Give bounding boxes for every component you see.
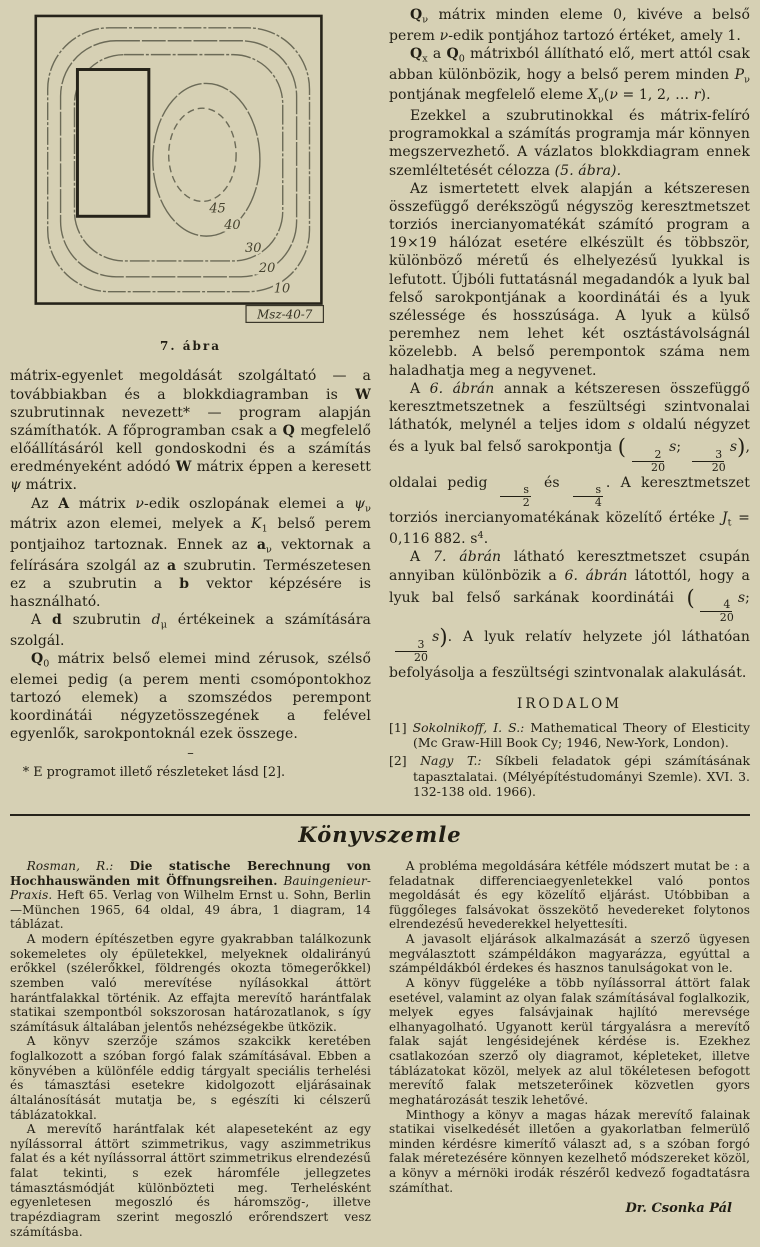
contour-plot — [10, 10, 371, 331]
paragraph: Rosman, R.: Die statische Berechnung von Hochhauswänden mit Öffnungsreihen. Bauingenieur-Praxis. Heft 65. Verlag von Wilhelm Ernst u. Sohn, Berlin—München 1965, 64 oldal, 49 ábra, 1 diagram, 14 táblázat. — [10, 858, 371, 932]
reference-list — [389, 720, 750, 800]
paragraph: $Q_x$ a $Q_0$ mátrixból állítható elő, mert attól csak abban különbözik, hogy a belső perem minden $P_\nu$ pontjának megfelelő eleme $X_\nu(\nu = 1$, 2, … r). — [389, 45, 750, 106]
article-right-text — [389, 6, 750, 682]
paragraph: A 7. ábrán látható keresztmetszet csupán annyiban különbözik a 6. ábrán látottól, hogy a lyuk bal felső sarkának koordinátái ( $\frac{4}{20}$ s; $\frac{3}{20}$ s). A lyuk relatív helyzete jól láthatóan befolyásolja a feszültségi szintvonalak alakulását. — [389, 549, 751, 681]
paragraph: $Q_\nu$ mátrix minden eleme 0, kivéve a belső perem ν-edik pontjához tartozó értéket, amely 1. — [389, 7, 750, 44]
figure-stamp — [246, 306, 323, 323]
figure-stamp-text: Msz-40-7 — [257, 307, 313, 322]
review-right-column — [389, 859, 750, 1239]
contour-label: 40 — [224, 218, 241, 234]
paragraph: [1] Sokolnikoff, I. S.: Mathematical Theory of Elesticity (Mc Graw-Hill Book Cy; 1946, New-York, London). — [389, 719, 750, 751]
article-left-column — [10, 6, 371, 802]
paragraph: Minthogy a könyv a magas házak merevítő falainak statikai viselkedését illetően a gyakorlatban felmerülő minden kérdésre kimerítő választ ad, s a szóban forgó falak méretezésére könnyen kezelhető módszereket közöl, a könyv a mérnöki irodák részéről kedvező fogadtatásra számíthat. — [389, 1107, 750, 1195]
paragraph: Ezekkel a szubrutinokkal és mátrix-felíró programokkal a számítás programja már könnyen megszervezhető. A vázlatos blokkdiagram ennek szemléltetését célozza (5. ábra). — [389, 107, 750, 179]
paragraph: Az A mátrix ν-edik oszlopának elemei a $\psi_\nu$ mátrix azon elemei, melyek a $K_1$ belső perem pontjaihoz tartoznak. Ennek az $a_\nu$ vektornak a felírására szolgál az a szubrutin. Természetesen ez a szubrutin a b vektor képzésére is használható. — [10, 495, 371, 611]
paragraph: A modern építészetben egyre gyakrabban találkozunk sokemeletes oly épületekkel, melyeknek oldalirányú erőkkel (szélerőkkel, földrengés okozta tömegerőkkel) szemben való merevítése nyílásokkal áttört harántfalakkal történik. Az effajta merevítő harántfalak statikai szempontból sokszorosan határozatlanok, s így számításuk általában jelentős nehézségekbe ütközik. — [10, 932, 371, 1034]
contour-label: 45 — [209, 201, 226, 217]
article-right-column — [389, 6, 750, 802]
review-section-title: Könyvszemle — [298, 821, 462, 847]
paragraph: $Q_0$ mátrix belső elemei mind zérusok, szélső elemei pedig (a perem menti csomópontokhoz tartozó elemek) a szomszédos perempont koordinátái négyzetösszegének a felével egyenlők, sarokpontoknál ezek összege. — [10, 651, 371, 743]
bibliography-title: IRODALOM — [517, 695, 622, 712]
cross-section-hole — [77, 70, 148, 217]
paragraph: A javasolt eljárások alkalmazását a szerző ügyesen megválasztott számpéldákon magyarázza, egyúttal a számpéldákból érdekes és hasznos tanulságokat von le. — [389, 932, 750, 976]
section-dash: – — [187, 745, 194, 761]
paragraph: A 6. ábrán annak a kétszeresen összefüggő keresztmetszetnek a feszültségi szintvonalai láthatók, melynél a teljes idom s oldalú négyzet és a lyuk bal felső sarokpontja ( $\frac{2}{20}$ s; $\frac{3}{20}$ s), oldalai pedig $\frac{s}{2}$ és $\frac{s}{4}$ . A keresztmetszet torziós inercianyomatékának közelítő értéke $J_t = 0,116$ 882. $s^4$. — [389, 380, 750, 548]
paragraph: A d szubrutin $d_\mu$ értékeinek a számítására szolgál. — [10, 612, 371, 649]
review-author: Dr. Csonka Pál — [625, 1201, 732, 1217]
paragraph: mátrix-egyenlet megoldását szolgáltató — a továbbiakban és a blokkdiagramban is W szubrutinnak nevezett* — program alapján számíthatók. A főprogramban csak a Q megfelelő előállításáról kell gondoskodni és a számítás eredményeként adódó W mátrix éppen a keresett ψ mátrix. — [10, 368, 372, 494]
figure-7 — [10, 10, 371, 353]
figure-caption: 7. ábra — [160, 339, 221, 354]
review-left-column — [10, 859, 371, 1239]
review-columns — [10, 859, 750, 1239]
paragraph: Az ismertetett elvek alapján a kétszeresen összefüggő derékszögű négyszög keresztmetszet torziós inercianyomatékát számító program a 19×19 hálózat esetére elkészült és többször, különböző méretű és elhelyezésű lyukkal is lefutott. Újbóli futtatásnál megadandók a lyuk bal felső sarokpontjának a koordinátái és a lyuk szélessége és hosszúsága. A lyuk a külső peremhez nem lehet két osztástávolságnál közelebb. A belső perempontok száma nem haladhatja meg a negyvenet. — [389, 180, 750, 379]
contour-label: 10 — [273, 281, 291, 297]
article-columns — [10, 6, 750, 802]
footnote: * E programot illető részleteket lásd [2]. — [22, 765, 286, 781]
paragraph: [2] Nagy T.: Síkbeli feladatok gépi számításának tapasztalatai. (Mélyépítéstudományi Szemle). XVI. 3. 132-138 old. 1966). — [389, 753, 750, 800]
contour-label: 30 — [245, 240, 262, 256]
contour-label: 20 — [258, 260, 276, 276]
paragraph: A probléma megoldására kétféle módszert mutat be : a feladatnak differenciaegyenletekkel való pontos megoldását és egy közelítő eljárást. Utóbbiban a függőleges falsávokat összekötő hevedereket folytonos elrendezésű hevederekkel helyettesíti. — [389, 858, 750, 932]
review-right-text — [389, 859, 750, 1195]
section-divider — [10, 814, 750, 816]
paragraph: A könyv függeléke a több nyílássorral áttört falak esetével, valamint az olyan falak számításával foglalkozik, melyek egyes falsávjainak hajlító merevsége elhanyagolható. Ugyanott kerül tárgyalásra a merevítő falak saját lengésidejének kérdése is. Ezekhez csatlakozóan szerző oly diagramot, képleteket, illetve táblázatokat közöl, melyek az alul tökéletesen befogott merevítő falak metszeterőinek közvetlen gyors meghatározását teszik lehetővé. — [389, 975, 750, 1107]
paragraph: A könyv szerzője számos szakcikk keretében foglalkozott a szóban forgó falak számításával. Ebben a könyvében a különféle eddig tárgyalt speciális terhelési és támasztási esetekre kidolgozott eljárásainak általánosítását mutatja be, s egészíti ki célszerű táblázatokkal. — [10, 1034, 371, 1122]
paragraph: A merevítő harántfalak két alapeseteként az egy nyílássorral áttört szimmetrikus, vagy aszimmetrikus falat és a két nyílássorral áttört szimmetrikus elrendezésű falat tekinti, s ezek háromféle jellegzetes támasztásmódját különbözteti meg. Terhelésként egyenletesen megoszló és háromszög-, illetve trapézdiagram szerint megoszló erőrendszert vesz számításba. — [10, 1122, 371, 1239]
article-left-text — [10, 367, 371, 743]
contour-line-45 — [169, 108, 236, 201]
